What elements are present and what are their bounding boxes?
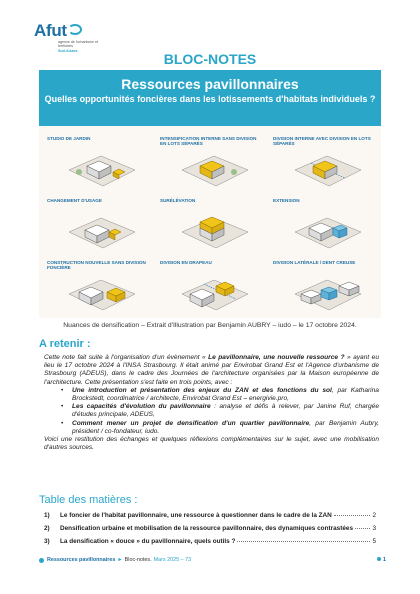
retenir-body: [44, 354, 379, 452]
figure-cell-label: STUDIO DE JARDIN: [47, 136, 91, 141]
plot-illustration: [174, 148, 254, 196]
plot-illustration: [174, 210, 254, 258]
figure-cell: [273, 260, 373, 318]
logo-subtitle-text: agence de l'urbanisme et territoires: [58, 40, 99, 49]
intro-text-b: » ayant eu lieu le 17 octobre 2024 à l'INSA Strasbourg. Il était animé par Envirobat Grand Est et l'Agence d'urbanisme de Strasbourg (ADEUS), dans le cadre des Journées de l'architecture organisées par la Maison européenne de l'architecture. Cette présentation s'est faite en trois points, avec :: [44, 354, 379, 386]
toc-entry-number: 2): [44, 525, 50, 532]
logo-swoosh-icon: [68, 24, 82, 35]
footer-kind: Bloc-notes.: [124, 557, 152, 563]
figure-cell: [47, 136, 147, 194]
list-item-text: , par Katharina Brockstedt, coordinatrice / architecte, Envirobat Grand Est – energivie.pro,: [72, 386, 379, 403]
intro-paragraph: [44, 354, 379, 387]
list-item: [70, 403, 379, 419]
figure-cell-label: CONSTRUCTION NOUVELLE SANS DIVISION FONCIÈRE: [47, 260, 146, 271]
figure-cell-label: EXTENSION: [273, 198, 300, 203]
figure-cell-label: DIVISION INTERNE AVEC DIVISION EN LOTS SÉPARÉS: [273, 136, 371, 147]
plot-illustration: [174, 272, 254, 320]
plot-illustration: [287, 210, 367, 258]
plot-illustration: [61, 210, 141, 258]
footer-date: Mars 2025 – 73: [153, 557, 192, 563]
title-banner: [39, 70, 381, 126]
footer-separator: ►: [117, 557, 123, 563]
plot-illustration: [287, 272, 367, 320]
event-title: Le pavillonnaire, une nouvelle ressource ?: [208, 354, 345, 361]
document-kind: BLOC-NOTES: [163, 51, 257, 67]
page-number-value: 1: [383, 557, 386, 563]
list-item-text: , par Benjamin Aubry, président / co-fondateur, iudo.: [72, 419, 380, 435]
list-item-text: : analyse et défis à relever, par Janine Ruf, chargée d'études principale, ADEUS,: [72, 403, 379, 419]
page-number: [377, 557, 386, 563]
figure-cell-label: CHANGEMENT D'USAGE: [47, 198, 102, 203]
logo-text: Afut: [34, 21, 67, 40]
figure-cell: [160, 136, 260, 194]
list-item-bold: Comment mener un projet de densification d'un quartier pavillonnaire: [72, 419, 310, 427]
plot-illustration: [61, 148, 141, 196]
list-item: [70, 420, 379, 436]
toc-entry[interactable]: [44, 538, 376, 547]
densification-figure: [39, 126, 381, 318]
plot-illustration: [61, 272, 141, 320]
list-item-bold: Les capacités d'évolution du pavillonnaire: [72, 403, 211, 411]
toc-entry-page: 3: [372, 525, 376, 532]
figure-cell: [47, 260, 147, 318]
figure-cell-label: DIVISION LATÉRALE / DENT CREUSE: [273, 260, 356, 265]
afut-logo: [34, 22, 114, 53]
figure-caption: Nuances de densification – Extrait d'Illustration par Benjamin AUBRY – iudo – le 17 octobre 2024.: [63, 322, 357, 329]
toc-entry-page: 2: [372, 512, 376, 519]
toc-entry[interactable]: [44, 525, 376, 534]
toc-entry-page: 5: [372, 538, 376, 545]
toc-leader: [237, 541, 370, 542]
plot-illustration: [287, 148, 367, 196]
list-item: [70, 387, 379, 403]
toc-heading: Table des matières :: [39, 494, 138, 506]
toc-entry[interactable]: [44, 512, 376, 521]
footer-dot-icon: [39, 558, 44, 563]
toc-entry-number: 3): [44, 538, 50, 545]
logo-region: Sud-Alsace: [58, 48, 78, 53]
toc-entry-number: 1): [44, 512, 50, 519]
figure-cell-label: INTENSIFICATION INTERNE SANS DIVISION EN LOTS SÉPARÉS: [160, 136, 257, 147]
outro-paragraph: Voici une restitution des échanges et quelques réflexions complémentaires sur le sujet, avec une mobilisation d'autres sources.: [44, 436, 379, 452]
toc-entry-title: La densification « douce » du pavillonnaire, quels outils ?: [60, 538, 236, 545]
banner-title: Ressources pavillonnaires: [121, 76, 299, 92]
figure-cell: [273, 136, 373, 194]
presentation-list: [70, 387, 379, 436]
toc-leader: [334, 515, 371, 516]
figure-cell: [160, 260, 260, 318]
figure-cell: [47, 198, 147, 256]
list-item-bold: Une introduction et présentation des enjeux du ZAN et des fonctions du sol: [72, 386, 332, 394]
figure-cell-label: DIVISION EN DRAPEAU: [160, 260, 212, 265]
figure-cell: [160, 198, 260, 256]
section-heading-retenir: A retenir :: [39, 338, 91, 350]
figure-cell: [273, 198, 373, 256]
toc-entry-title: Le foncier de l'habitat pavillonnaire, une ressource à questionner dans le cadre de la ZAN: [60, 512, 332, 519]
intro-text-a: Cette note fait suite à l'organisation d'un évènement «: [44, 354, 209, 361]
logo-wordmark: [34, 22, 114, 39]
figure-cell-label: SURÉLÉVATION: [160, 198, 196, 203]
banner-subtitle: Quelles opportunités foncières dans les lotissements d'habitats individuels ?: [44, 94, 376, 104]
footer-title: Ressources pavillonnaires: [47, 557, 116, 563]
toc-entry-title: Densification urbaine et mobilisation de la ressource pavillonnaire, des dynamiques contrastées: [60, 525, 353, 532]
toc-leader: [355, 528, 370, 529]
page-dot-icon: [377, 557, 381, 561]
page-footer: [39, 557, 191, 563]
